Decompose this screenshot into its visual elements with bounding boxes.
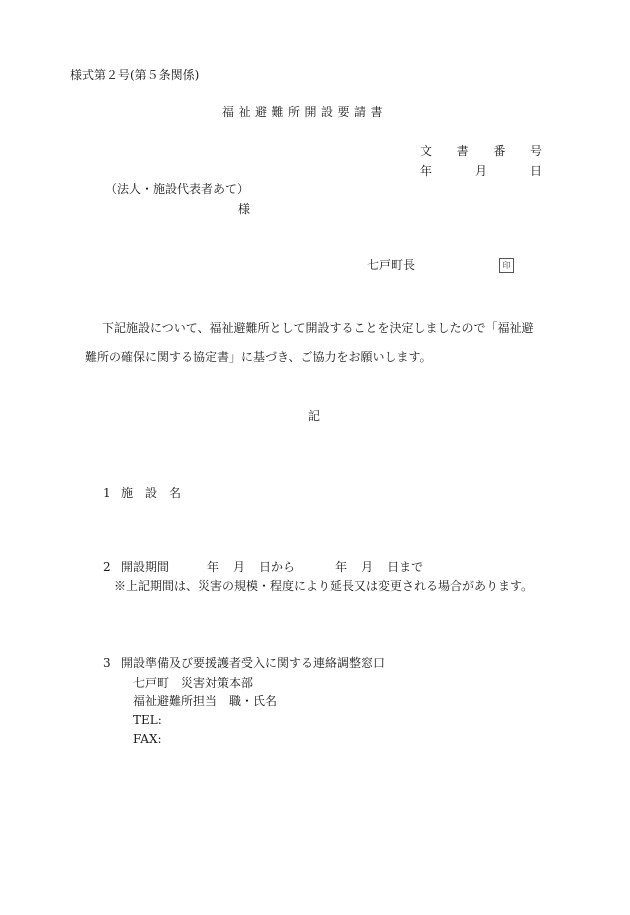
to-year: 年 [335, 560, 348, 574]
to-day: 日まで [387, 560, 424, 574]
document-date-row [420, 165, 542, 177]
item-number: 3 [103, 656, 111, 670]
item-contact-window [103, 657, 385, 669]
doc-number-char: 文 [420, 144, 433, 158]
contact-organization: 七戸町 災害対策本部 [133, 676, 254, 690]
contact-tel: TEL: [133, 713, 162, 727]
body-text-line-2: 難所の確保に関する協定書」に基づき、ご協力をお願いします。 [85, 350, 432, 364]
period-note: ※上記期間は、災害の規模・程度により延長又は変更される場合があります。 [114, 579, 534, 593]
doc-number-char: 番 [493, 144, 506, 158]
seal-mark-icon: 印 [499, 258, 514, 273]
item-label: 施 設 名 [121, 486, 182, 500]
document-title: 福祉避難所開設要請書 [222, 105, 388, 119]
item-number: 1 [103, 486, 111, 500]
contact-person: 福祉避難所担当 職・氏名 [133, 694, 278, 708]
document-number-row [420, 145, 542, 157]
doc-number-char: 号 [529, 144, 542, 158]
to-month: 月 [361, 560, 374, 574]
from-year: 年 [207, 560, 220, 574]
item-facility-name [103, 487, 181, 499]
doc-number-char: 書 [456, 144, 469, 158]
form-number: 様式第２号(第５条関係) [70, 68, 200, 82]
from-month: 月 [233, 560, 246, 574]
ki-heading: 記 [308, 409, 321, 423]
from-day: 日から [259, 560, 296, 574]
body-text-line-1: 下記施設について、福祉避難所として開設することを決定しましたので「福祉避 [102, 321, 534, 335]
date-month: 月 [474, 164, 487, 178]
item-opening-period [103, 561, 423, 573]
item-number: 2 [103, 560, 111, 574]
sender-name: 七戸町長 [367, 258, 416, 272]
item-label: 開設準備及び要援護者受入に関する連絡調整窓口 [121, 656, 386, 670]
item-label: 開設期間 [121, 560, 170, 574]
honorific: 様 [238, 202, 251, 216]
date-year: 年 [420, 164, 433, 178]
date-day: 日 [529, 164, 542, 178]
addressee: （法人・施設代表者あて） [105, 182, 250, 196]
contact-fax: FAX: [133, 732, 162, 746]
